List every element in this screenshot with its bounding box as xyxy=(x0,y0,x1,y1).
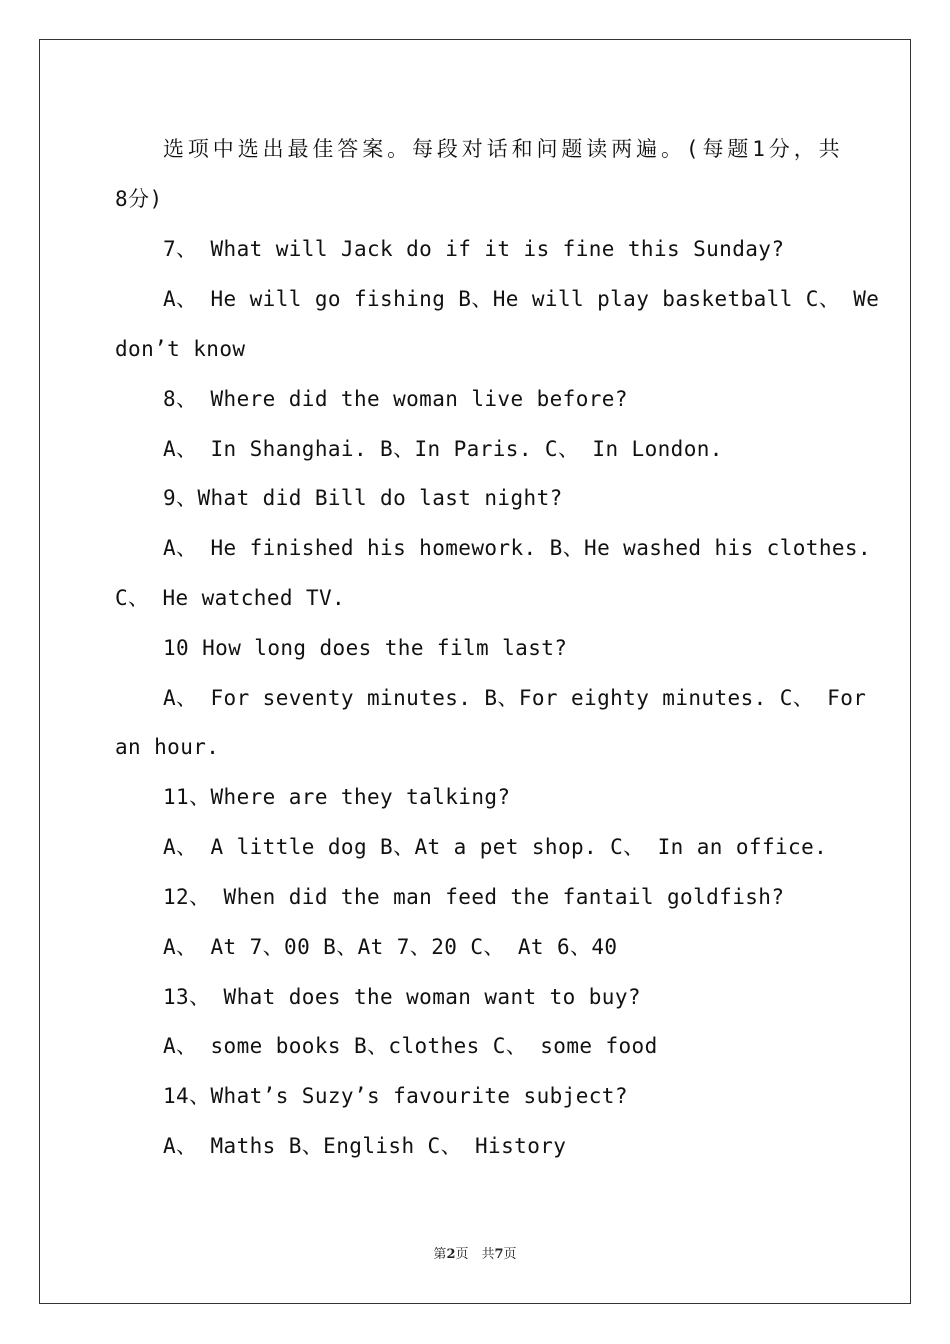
question-9-options-cont: C、 He watched TV. xyxy=(115,586,346,610)
question-9-options: A、 He finished his homework. B、He washed his clothes. xyxy=(163,536,871,560)
question-7: 7、 What will Jack do if it is fine this Sunday? xyxy=(163,237,785,261)
question-8-options: A、 In Shanghai. B、In Paris. C、 In London. xyxy=(163,437,723,461)
footer-mid: 页 共 xyxy=(455,1247,495,1262)
instruction-line-2: 8分) xyxy=(115,187,163,211)
question-7-options: A、 He will go fishing B、He will play basketball C、 We xyxy=(163,287,880,311)
question-10: 10 How long does the film last? xyxy=(163,636,568,660)
page-border xyxy=(39,39,911,1304)
footer-prefix: 第 xyxy=(433,1247,447,1262)
question-9: 9、What did Bill do last night? xyxy=(163,486,563,510)
question-10-options-cont: an hour. xyxy=(115,735,220,759)
question-8: 8、 Where did the woman live before? xyxy=(163,387,628,411)
page-footer xyxy=(0,1246,950,1264)
question-13: 13、 What does the woman want to buy? xyxy=(163,985,641,1009)
question-12-options: A、 At 7、00 B、At 7、20 C、 At 6、40 xyxy=(163,935,618,959)
question-14-options: A、 Maths B、English C、 History xyxy=(163,1134,567,1158)
question-13-options: A、 some books B、clothes C、 some food xyxy=(163,1034,658,1058)
question-12: 12、 When did the man feed the fantail goldfish? xyxy=(163,885,785,909)
question-7-options-cont: don’t know xyxy=(115,337,246,361)
question-10-options: A、 For seventy minutes. B、For eighty minutes. C、 For xyxy=(163,686,867,710)
footer-page-current: 2 xyxy=(446,1247,456,1262)
question-11-options: A、 A little dog B、At a pet shop. C、 In an office. xyxy=(163,835,828,859)
footer-page-total: 7 xyxy=(494,1247,504,1262)
instruction-line-1: 选项中选出最佳答案。每段对话和问题读两遍。(每题1分，共 xyxy=(163,137,840,161)
question-11: 11、Where are they talking? xyxy=(163,785,511,809)
question-14: 14、What’s Suzy’s favourite subject? xyxy=(163,1084,628,1108)
footer-suffix: 页 xyxy=(503,1247,517,1262)
